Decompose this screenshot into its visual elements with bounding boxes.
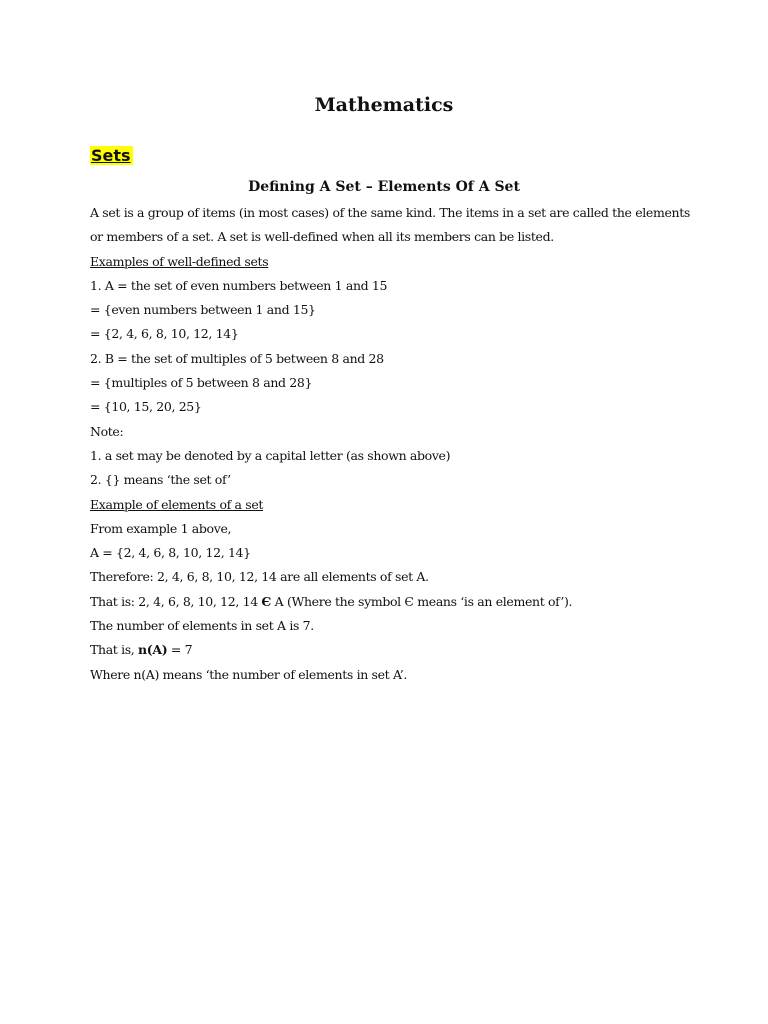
section-heading-sets (90, 146, 133, 166)
elements-line-2: A = {2, 4, 6, 8, 10, 12, 14} (90, 545, 251, 561)
elements-line-6-end: = 7 (167, 642, 193, 658)
example-2-line-2: = {multiples of 5 between 8 and 28} (90, 375, 313, 391)
example-2-line-3: = {10, 15, 20, 25} (90, 399, 202, 415)
n-of-a-bold: n(A) (138, 642, 168, 658)
example-1-line-3: = {2, 4, 6, 8, 10, 12, 14} (90, 326, 239, 342)
subsection-title: Defining A Set – Elements Of A Set (248, 179, 520, 195)
note-label: Note: (90, 423, 124, 439)
elements-line-3: Therefore: 2, 4, 6, 8, 10, 12, 14 are all elements of set A. (90, 569, 429, 585)
intro-line-2: or members of a set. A set is well-defined when all its members can be listed. (90, 229, 554, 245)
elements-line-6 (90, 638, 690, 662)
intro-line-1: A set is a group of items (in most cases) of the same kind. The items in a set are called the elements (90, 205, 690, 220)
elements-line-4-start: That is: 2, 4, 6, 8, 10, 12, 14 (90, 593, 262, 609)
elements-line-1: From example 1 above, (90, 520, 232, 536)
document-title: Mathematics (314, 94, 454, 116)
example-1-line-1: 1. A = the set of even numbers between 1 and 15 (90, 277, 388, 293)
elements-line-5: The number of elements in set A is 7. (90, 618, 314, 634)
element-of-symbol: Є (261, 593, 272, 609)
highlighted-section-label: Sets (91, 146, 131, 165)
elements-line-7: Where n(A) means ‘the number of elements in set A’. (90, 666, 408, 682)
note-2: 2. {} means ‘the set of’ (90, 472, 231, 488)
elements-line-6-start: That is, (90, 642, 139, 658)
elements-line-4 (90, 590, 690, 614)
elements-heading: Example of elements of a set (90, 496, 264, 512)
note-1: 1. a set may be denoted by a capital letter (as shown above) (90, 447, 451, 463)
example-1-line-2: = {even numbers between 1 and 15} (90, 302, 316, 318)
elements-line-4-end: A (Where the symbol Є means ‘is an element of’). (271, 593, 573, 609)
examples-heading: Examples of well-defined sets (90, 253, 269, 269)
example-2-line-1: 2. B = the set of multiples of 5 between 8 and 28 (90, 350, 384, 366)
document-body (90, 201, 690, 687)
